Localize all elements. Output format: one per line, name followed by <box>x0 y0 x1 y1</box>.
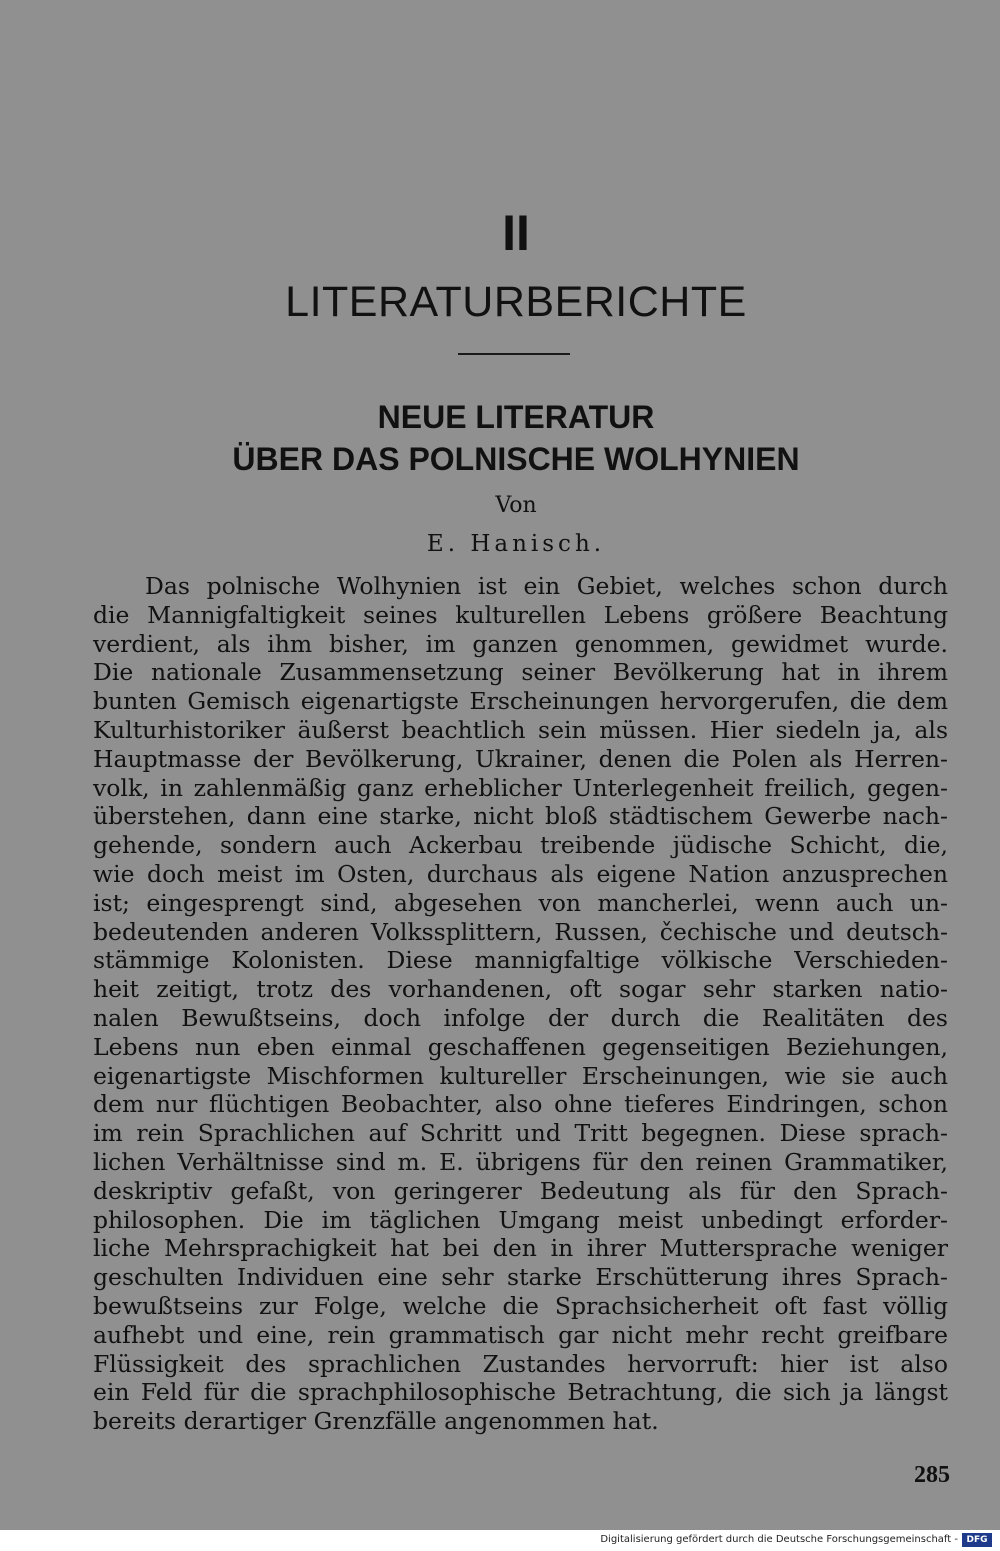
body-line: bewußtseins zur Folge, welche die Sprachsicherheit oft fast völlig <box>93 1291 948 1320</box>
funding-credit: Digitalisierung gefördert durch die Deutsche Forschungsgemeinschaft - <box>600 1534 958 1545</box>
body-line: bedeutenden anderen Volkssplittern, Russen, čechische und deutsch- <box>93 917 948 946</box>
page-number: 285 <box>914 1462 950 1488</box>
body-line: ein Feld für die sprachphilosophische Betrachtung, die sich ja längst <box>93 1378 948 1407</box>
body-line: ist; eingesprengt sind, abgesehen von mancherlei, wenn auch un- <box>93 888 948 917</box>
body-line: stämmige Kolonisten. Diese mannigfaltige völkische Verschieden- <box>93 946 948 975</box>
body-line: heit zeitigt, trotz des vorhandenen, oft sogar sehr starken natio- <box>93 975 948 1004</box>
body-line: liche Mehrsprachigkeit hat bei den in ihrer Muttersprache weniger <box>93 1234 948 1263</box>
body-line: verdient, als ihm bisher, im ganzen genommen, gewidmet wurde. <box>93 629 948 658</box>
article-title <box>0 396 1000 480</box>
author-name: E. Hanisch. <box>426 531 606 557</box>
body-line: überstehen, dann eine starke, nicht bloß städtischem Gewerbe nach- <box>93 802 948 831</box>
body-line: Die nationale Zusammensetzung seiner Bevölkerung hat in ihrem <box>93 658 948 687</box>
section-title: LITERATURBERICHTE <box>285 278 747 326</box>
footer-bar <box>0 1530 1000 1551</box>
body-line: die Mannigfaltigkeit seines kulturellen Lebens größere Beachtung <box>93 600 948 629</box>
body-line: aufhebt und eine, rein grammatisch gar nicht mehr recht greifbare <box>93 1320 948 1349</box>
body-line: philosophen. Die im täglichen Umgang meist unbedingt erforder- <box>93 1205 948 1234</box>
body-line: volk, in zahlenmäßig ganz erheblicher Unterlegenheit freilich, gegen- <box>93 773 948 802</box>
body-line: Kulturhistoriker äußerst beachtlich sein müssen. Hier siedeln ja, als <box>93 715 948 744</box>
byline-prefix: Von <box>495 493 537 518</box>
dfg-logo-icon: DFG <box>962 1533 992 1547</box>
article-title-line-2: ÜBER DAS POLNISCHE WOLHYNIEN <box>232 441 800 477</box>
body-line: bereits derartiger Grenzfälle angenommen hat. <box>93 1407 659 1436</box>
body-line: im rein Sprachlichen auf Schritt und Tritt begegnen. Diese sprach- <box>93 1119 948 1148</box>
title-divider <box>458 353 570 355</box>
body-line: lichen Verhältnisse sind m. E. übrigens für den reinen Grammatiker, <box>93 1147 948 1176</box>
body-line: Hauptmasse der Bevölkerung, Ukrainer, denen die Polen als Herren- <box>93 744 948 773</box>
body-line: Das polnische Wolhynien ist ein Gebiet, welches schon durch <box>145 572 948 600</box>
article-title-line-1: NEUE LITERATUR <box>377 399 655 435</box>
body-line: eigenartigste Mischformen kultureller Erscheinungen, wie sie auch <box>93 1061 948 1090</box>
body-line: nalen Bewußtseins, doch infolge der durch die Realitäten des <box>93 1003 948 1032</box>
body-line: dem nur flüchtigen Beobachter, also ohne tieferes Eindringen, schon <box>93 1090 948 1119</box>
section-number: II <box>502 205 530 261</box>
body-line: wie doch meist im Osten, durchaus als eigene Nation anzusprechen <box>93 859 948 888</box>
body-line: gehende, sondern auch Ackerbau treibende jüdische Schicht, die, <box>93 831 948 860</box>
body-line: deskriptiv gefaßt, von geringerer Bedeutung als für den Sprach- <box>93 1176 948 1205</box>
body-line: geschulten Individuen eine sehr starke Erschütterung ihres Sprach- <box>93 1263 948 1292</box>
body-paragraph <box>93 572 948 1436</box>
body-line: Lebens nun eben einmal geschaffenen gegenseitigen Beziehungen, <box>93 1032 948 1061</box>
body-line: Flüssigkeit des sprachlichen Zustandes hervorruft: hier ist also <box>93 1349 948 1378</box>
body-line: bunten Gemisch eigenartigste Erscheinungen hervorgerufen, die dem <box>93 687 948 716</box>
